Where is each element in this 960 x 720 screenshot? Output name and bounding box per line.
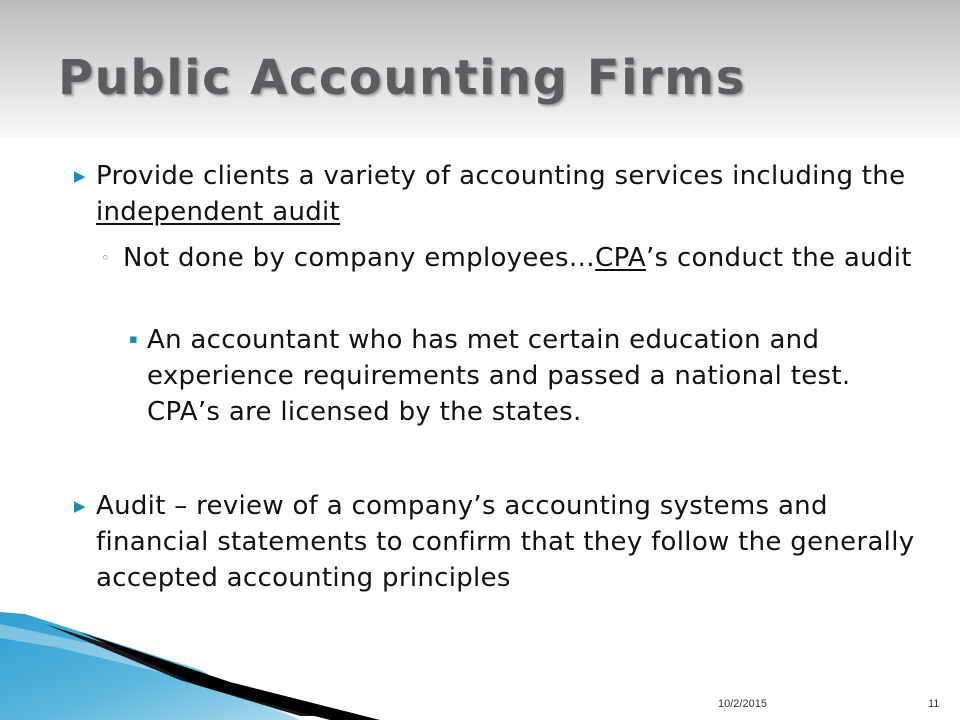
bullet-arrow-icon: ▶ — [74, 497, 86, 515]
bullet-level3-cpa-definition: An accountant who has met certain education and experience requirements and passed a national test. CPA’s are licensed by the states. — [147, 325, 851, 427]
underlined-term-cpa: CPA — [595, 243, 646, 273]
slide-title: Public Accounting Firms — [58, 50, 746, 106]
corner-decoration — [0, 590, 380, 720]
bullet-circle-icon: ◦ — [101, 249, 110, 267]
bullet-text: Not done by company employees… — [123, 243, 596, 273]
bullet-arrow-icon: ▶ — [74, 167, 86, 185]
slide-number: 11 — [928, 698, 940, 710]
bullet-square-icon: ▪ — [129, 332, 138, 347]
bullet-text: Provide clients a variety of accounting services including the — [96, 161, 906, 191]
bullet-level2-not-employees — [123, 240, 913, 276]
bullet-level1-services — [96, 158, 916, 230]
bullet-level1-audit-definition: Audit – review of a company’s accounting systems and financial statements to confirm that they follow the generally accepted accounting principles — [96, 491, 915, 593]
footer-date: 10/2/2015 — [718, 698, 767, 710]
underlined-term-independent-audit: independent audit — [96, 197, 341, 227]
bullet-text-continued: ’s conduct the audit — [645, 243, 912, 273]
